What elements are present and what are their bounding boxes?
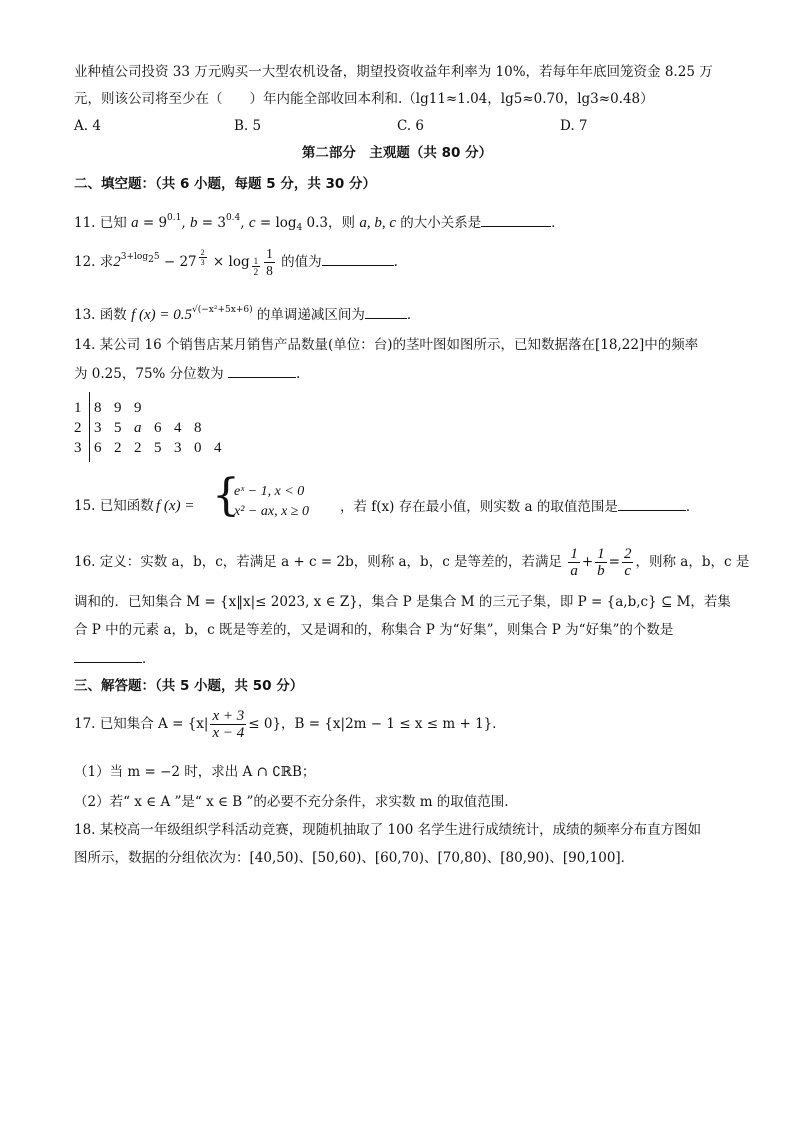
- q16-line-1-tail: ，则称 a，b，c 是: [635, 554, 750, 570]
- q12-logbase-den: 2: [253, 267, 259, 277]
- q15-case-2: x² − ax, x ≥ 0: [234, 504, 309, 519]
- question-14-line-2: 为 0.25，75% 分位数为 .: [74, 363, 726, 384]
- question-11: 11. 已知 $a = 9^{0.1}$, $b = 3^{0.4}$, $c = \log_4 0.3$，则 a, b, c 的大小关系是 ．: [74, 213, 565, 233]
- q16-frac2-den: b: [597, 563, 605, 579]
- leaf-value: 6: [154, 420, 162, 436]
- q16-frac2-num: 1: [597, 546, 605, 562]
- q13-prefix: 13. 函数: [74, 307, 127, 323]
- solve-section-heading: 三、解答题：（共 5 小题，共 50 分）: [74, 678, 304, 694]
- stem-value: 3: [74, 440, 82, 456]
- q11-log-base: 4: [296, 223, 303, 233]
- q12-exp2-num: 2: [200, 247, 205, 257]
- q17-set-b: ，B = {x|2m − 1 ≤ x ≤ m + 1}．: [281, 716, 506, 732]
- leaf-value: 5: [154, 440, 162, 456]
- q11-eq1: = 9: [138, 215, 168, 231]
- q12-exp-tail: 5: [153, 252, 160, 262]
- leaf-value: 4: [214, 440, 222, 456]
- q11-var-c: c: [248, 215, 256, 231]
- q17-frac-den: x − 4: [212, 725, 245, 741]
- leaf-value: 9: [134, 400, 142, 416]
- q17-set-a-open: {x|: [187, 716, 209, 732]
- q13-tail: 的单调递减区间为: [252, 307, 365, 323]
- q17-set-a-close: ≤ 0}: [248, 716, 282, 732]
- question-13: 13. 函数 f $(x) = 0.5^{√(-x^2+5x+6)}$ 的单调递减区间为 ．: [74, 305, 421, 323]
- leaf-value: 8: [194, 420, 202, 436]
- q12-prefix: 12. 求: [74, 254, 114, 270]
- q16-frac3-den: c: [624, 563, 632, 579]
- q16-frac3-num: 2: [623, 546, 632, 562]
- question-16-line-1: 16. 定义：实数 a，b，c，若满足 a + c = 2b，则称 a，b，c 是等差的，若满足 $\frac{1}{a}$ + $\frac{1}{b}$ = $\frac{2}{c}$ ，则称 a，b，c 是: [74, 546, 750, 579]
- stem-leaf-row: [74, 420, 274, 440]
- q14-line-2-text: 为 0.25，75% 分位数为: [74, 366, 224, 382]
- q11-eq2: = 3: [197, 215, 226, 231]
- question-16-line-4: ．: [74, 648, 726, 669]
- q15-case-1: eˣ − 1, x < 0: [234, 484, 305, 499]
- q17-frac-num: x + 3: [212, 708, 245, 724]
- answer-choices: [74, 116, 726, 136]
- q11-prefix: 11. 已知: [74, 215, 127, 231]
- q12-logbase-num: 1: [253, 256, 259, 266]
- leaf-value: 0: [194, 440, 202, 456]
- q12-frac-num: 1: [266, 246, 273, 261]
- q16-frac1-num: 1: [570, 546, 578, 562]
- intro-log-values: （lg11≈1.04，lg5≈0.70，lg3≈0.48）: [402, 91, 654, 107]
- intro-line-1: 业种植公司投资 33 万元购买一大型农机设备，期望投资收益年利率为 10%，若每年年底回笼资金 8.25 万: [74, 64, 713, 80]
- leaf-value: 2: [134, 440, 142, 456]
- q12-minus: − 27: [159, 254, 197, 270]
- q11-var-b: b: [189, 215, 198, 231]
- q11-tail: 的大小关系是: [396, 215, 482, 231]
- q15-cases: [234, 482, 309, 522]
- q13-function: f (x) = 0.5: [131, 307, 192, 323]
- q11-eq3: = log: [255, 215, 297, 231]
- q16-answer-blank[interactable]: [74, 648, 142, 663]
- choice-a: A. 4: [74, 118, 101, 134]
- leaf-value: 8: [94, 400, 102, 416]
- q11-var-a: a: [131, 215, 139, 231]
- choice-b: B. 5: [234, 118, 262, 134]
- leaf-value: 5: [114, 420, 122, 436]
- q11-value: 0.3，则: [302, 215, 356, 231]
- q15-tail: ，若 f(x) 存在最小值，则实数 a 的取值范围是: [340, 499, 618, 515]
- question-14-line-1: 14. 某公司 16 个销售店某月销售产品数量(单位：台)的茎叶图如图所示，已知数据落在[18,22]中的频率: [74, 337, 699, 353]
- leaf-value: 2: [114, 440, 122, 456]
- question-17-part-2: （2）若“ x ∈ A ”是“ x ∈ B ”的必要不充分条件，求实数 m 的取值范围.: [74, 794, 509, 810]
- q12-frac-den: 8: [266, 263, 273, 278]
- question-17: [74, 708, 726, 744]
- q13-answer-blank[interactable]: [365, 304, 407, 319]
- leaf-value: 3: [174, 440, 182, 456]
- q12-tail: 的值为: [276, 254, 322, 270]
- stem-leaf-row: [74, 440, 274, 460]
- q15-prefix: 15. 已知函数: [74, 498, 154, 514]
- q16-line-1-text: 16. 定义：实数 a，b，c，若满足 a + c = 2b，则称 a，b，c 是等差的，若满足: [74, 554, 563, 570]
- q11-vars: a, b, c: [359, 215, 396, 231]
- q11-exp2: 0.4: [225, 213, 241, 223]
- question-16-line-2: 调和的．已知集合 M = {x‖x|≤ 2023, x ∈ Z}，集合 P 是集合 M 的三元子集，即 P = {a,b,c} ⊆ M，若集: [74, 594, 731, 610]
- leaf-value: 4: [174, 420, 182, 436]
- question-12: 12. 求$2^{3+log_25} - 27$ $^{\frac{2}{3}}$ × log $_{\frac{1}{2}}$ $\frac{1}{8}$ 的值为 .: [74, 246, 398, 278]
- choice-d: D. 7: [560, 118, 588, 134]
- q15-answer-blank[interactable]: [618, 496, 686, 511]
- leaf-value: a: [134, 420, 142, 436]
- q17-prefix: 17. 已知集合 A =: [74, 716, 184, 732]
- q12-exp2-den: 3: [200, 257, 205, 267]
- q12-answer-blank[interactable]: [322, 251, 394, 266]
- stem-leaf-row: [74, 400, 274, 420]
- q13-exponent: √(−x²+5x+6): [192, 305, 253, 315]
- stem-value: 2: [74, 420, 82, 436]
- question-18-line-2: 图所示，数据的分组依次为：[40,50)、[50,60)、[60,70)、[70,80)、[80,90)、[90,100]．: [74, 850, 635, 866]
- q11-exp1: 0.1: [167, 213, 182, 223]
- question-16-line-3: 合 P 中的元素 a，b，c 既是等差的，又是调和的，称集合 P 为“好集”，则集合 P 为“好集”的个数是: [74, 622, 674, 638]
- stem-value: 1: [74, 400, 82, 416]
- q15-tail-wrap: ，若 f(x) 存在最小值，则实数 a 的取值范围是 ．: [340, 496, 699, 517]
- part-two-title: 第二部分 主观题（共 80 分）: [301, 145, 493, 161]
- intro-line-2: [74, 89, 726, 109]
- q15-brace: {: [212, 470, 240, 521]
- q12-exp: 3+log: [120, 252, 149, 262]
- q11-answer-blank[interactable]: [481, 212, 551, 227]
- intro-line-2-text: 元，则该公司将至少在（ ）年内能全部收回本利和.: [74, 91, 403, 107]
- q16-frac1-den: a: [570, 563, 578, 579]
- q15-function: f (x) =: [156, 498, 195, 514]
- question-18-line-1: 18. 某校高一年级组织学科活动竞赛，现随机抽取了 100 名学生进行成绩统计，成绩的频率分布直方图如: [74, 822, 702, 838]
- choice-c: C. 6: [397, 118, 425, 134]
- q12-base: 2: [113, 254, 121, 270]
- leaf-value: 3: [94, 420, 102, 436]
- q12-exp-sub: 2: [148, 255, 154, 265]
- leaf-value: 9: [114, 400, 122, 416]
- q12-times-log: × log: [208, 254, 250, 270]
- question-17-part-1: （1）当 m = −2 时，求出 A ∩ ∁ℝB；: [74, 764, 316, 780]
- question-15: [74, 470, 726, 528]
- fill-section-heading: 二、填空题：（共 6 小题，每题 5 分，共 30 分）: [74, 176, 377, 192]
- leaf-value: 6: [94, 440, 102, 456]
- q14-answer-blank[interactable]: [228, 363, 296, 378]
